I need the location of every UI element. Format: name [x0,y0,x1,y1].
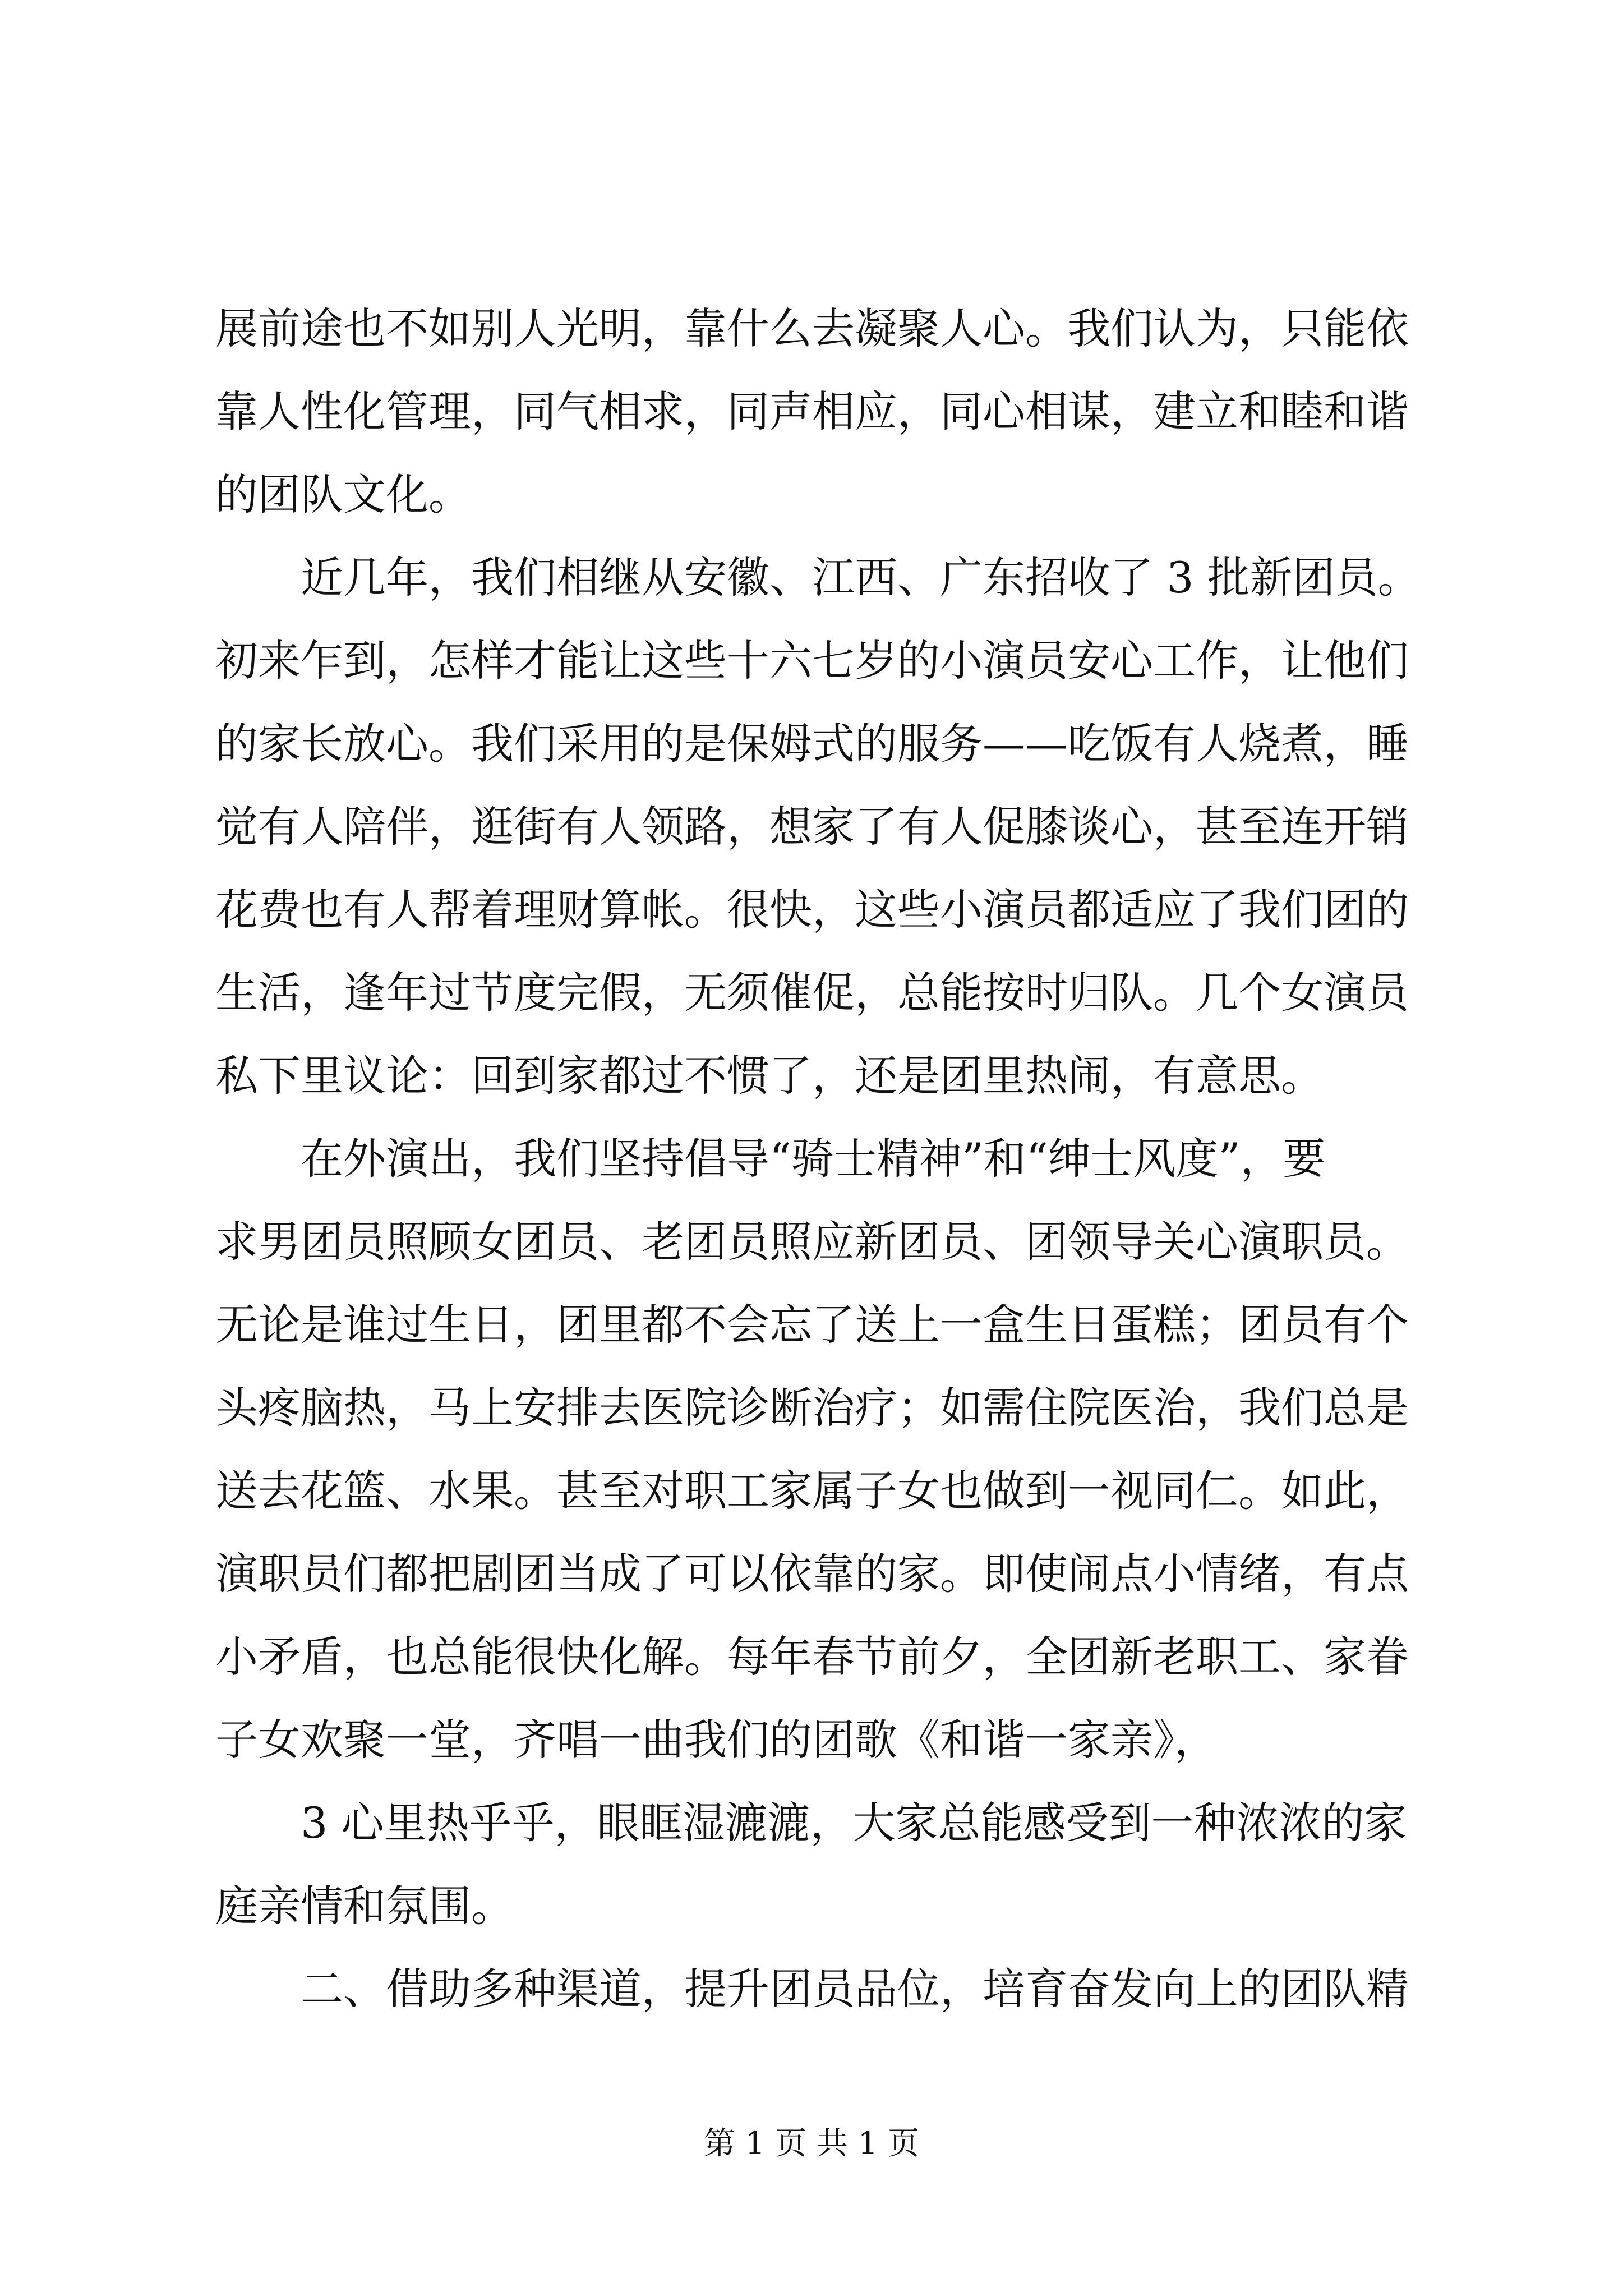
text-line: 求男团员照顾女团员、老团员照应新团员、团领导关心演职员。 [215,1217,1409,1267]
text-line: 小矛盾，也总能很快化解。每年春节前夕，全团新老职工、家眷 [215,1632,1409,1682]
page-footer [0,2122,1623,2166]
text-line: 的团队文化。 [215,470,471,519]
text-line: 演职员们都把剧团当成了可以依靠的家。即使闹点小情绪，有点 [215,1549,1409,1599]
text-line: 花费也有人帮着理财算帐。很快，这些小演员都适应了我们团的 [215,885,1409,935]
text-line: 的家长放心。我们采用的是保姆式的服务——吃饭有人烧煮，睡 [215,719,1409,769]
text-line: 初来乍到，怎样才能让这些十六七岁的小演员安心工作，让他们 [215,636,1409,685]
page-number: 第 1 页 共 1 页 [703,2125,920,2162]
body-text [215,287,1432,2031]
text-line: 头疼脑热，马上安排去医院诊断治疗；如需住院医治，我们总是 [215,1383,1409,1433]
paragraph-first-line: 3 心里热乎乎，眼眶湿漉漉，大家总能感受到一种浓浓的家 [301,1798,1407,1848]
text-line: 靠人性化管理，同气相求，同声相应，同心相谋，建立和睦和谐 [215,386,1409,436]
text-line: 展前途也不如别人光明，靠什么去凝聚人心。我们认为，只能依 [215,303,1409,353]
section-heading-line: 二、借助多种渠道，提升团员品位，培育奋发向上的团队精 [301,1964,1409,2014]
text-line: 无论是谁过生日，团里都不会忘了送上一盒生日蛋糕；团员有个 [215,1300,1409,1350]
paragraph-first-line: 近几年，我们相继从安徽、江西、广东招收了 3 批新团员。 [301,553,1421,602]
text-line: 送去花篮、水果。甚至对职工家属子女也做到一视同仁。如此， [215,1466,1409,1516]
text-line: 子女欢聚一堂，齐唱一曲我们的团歌《和谐一家亲》， [215,1715,1217,1765]
text-line: 觉有人陪伴，逛街有人领路，想家了有人促膝谈心，甚至连开销 [215,802,1409,852]
paragraph-first-line: 在外演出，我们坚持倡导“骑士精神”和“绅士风度”，要 [301,1134,1326,1184]
text-line: 私下里议论：回到家都过不惯了，还是团里热闹，有意思。 [215,1051,1324,1101]
text-line: 生活，逢年过节度完假，无须催促，总能按时归队。几个女演员 [215,968,1409,1018]
text-line: 庭亲情和氛围。 [215,1881,514,1931]
